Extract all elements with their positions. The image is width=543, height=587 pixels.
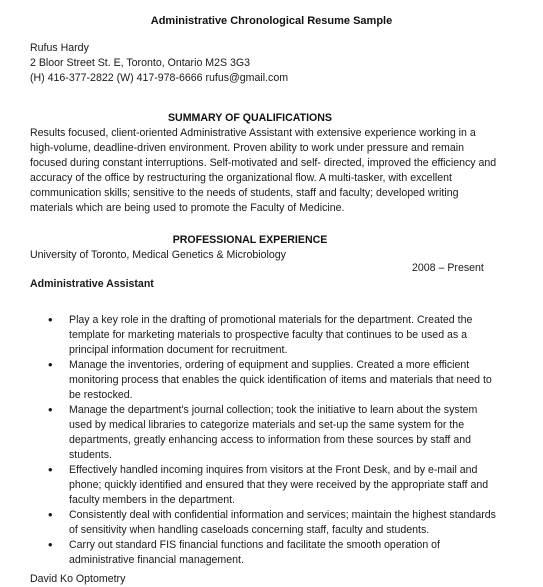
- duty-text: Consistently deal with confidential information and services; maintain the highest standards of sensitivity when handling caseloads concerning staff, faculty and students.: [69, 509, 496, 536]
- employer-line: University of Toronto, Medical Genetics & Microbiology: [30, 249, 286, 261]
- duty-text: Play a key role in the drafting of promotional materials for the department. Created the template for marketing materials to prospective faculty that continues to be used as a principal information document for recruitment.: [69, 314, 473, 356]
- duty-item: [30, 313, 498, 358]
- duty-item: [30, 463, 498, 508]
- duty-item: [30, 403, 498, 463]
- summary-heading: SUMMARY OF QUALIFICATIONS: [167, 112, 332, 124]
- employment-dates: 2008 – Present: [412, 262, 484, 274]
- next-employer-line: David Ko Optometry: [30, 573, 126, 585]
- duties-list: [30, 313, 498, 568]
- duty-text: Manage the department's journal collection; took the initiative to learn about the system used by medical libraries to categorize materials and set-up the same system for the departments, greatly enhancing access to information from these sources by staff and students.: [69, 404, 478, 461]
- bullet-icon: •: [48, 402, 53, 417]
- contact-phones-email: (H) 416-377-2822 (W) 417-978-6666 rufus@gmail.com: [30, 72, 289, 84]
- contact-block: [30, 41, 288, 86]
- duty-item: [30, 538, 498, 568]
- duty-item: [30, 358, 498, 403]
- document-title: Administrative Chronological Resume Sample: [150, 15, 393, 27]
- duty-item: [30, 508, 498, 538]
- bullet-icon: •: [48, 462, 53, 477]
- bullet-icon: •: [48, 312, 53, 327]
- contact-name: Rufus Hardy: [30, 42, 89, 54]
- experience-heading: PROFESSIONAL EXPERIENCE: [172, 234, 328, 246]
- summary-text: Results focused, client-oriented Administrative Assistant with extensive experience working in a high-volume, deadline-driven environment. Proven ability to work under pressure and remain focused during constant interruptions. Self-motivated and self- directed, improved the efficiency and accuracy of the office by restructuring the organizational flow. A multi-tasker, with excellent communication skills; sensitive to the needs of students, staff and faculty; developed writing materials which are being used to promote the Faculty of Medicine.: [30, 127, 497, 214]
- duty-text: Manage the inventories, ordering of equipment and supplies. Created a more efficient monitoring process that enables the quick identification of items and materials that need to be restocked.: [69, 359, 492, 401]
- duty-text: Carry out standard FIS financial functions and facilitate the smooth operation of administrative financial management.: [69, 539, 440, 566]
- bullet-icon: •: [48, 507, 53, 522]
- duty-text: Effectively handled incoming inquires from visitors at the Front Desk, and by e-mail and phone; quickly identified and ensured that they were received by the appropriate staff and faculty members in the department.: [69, 464, 489, 506]
- job-title: Administrative Assistant: [30, 278, 154, 290]
- bullet-icon: •: [48, 357, 53, 372]
- bullet-icon: •: [48, 537, 53, 552]
- contact-address: 2 Bloor Street St. E, Toronto, Ontario M2S 3G3: [30, 57, 251, 69]
